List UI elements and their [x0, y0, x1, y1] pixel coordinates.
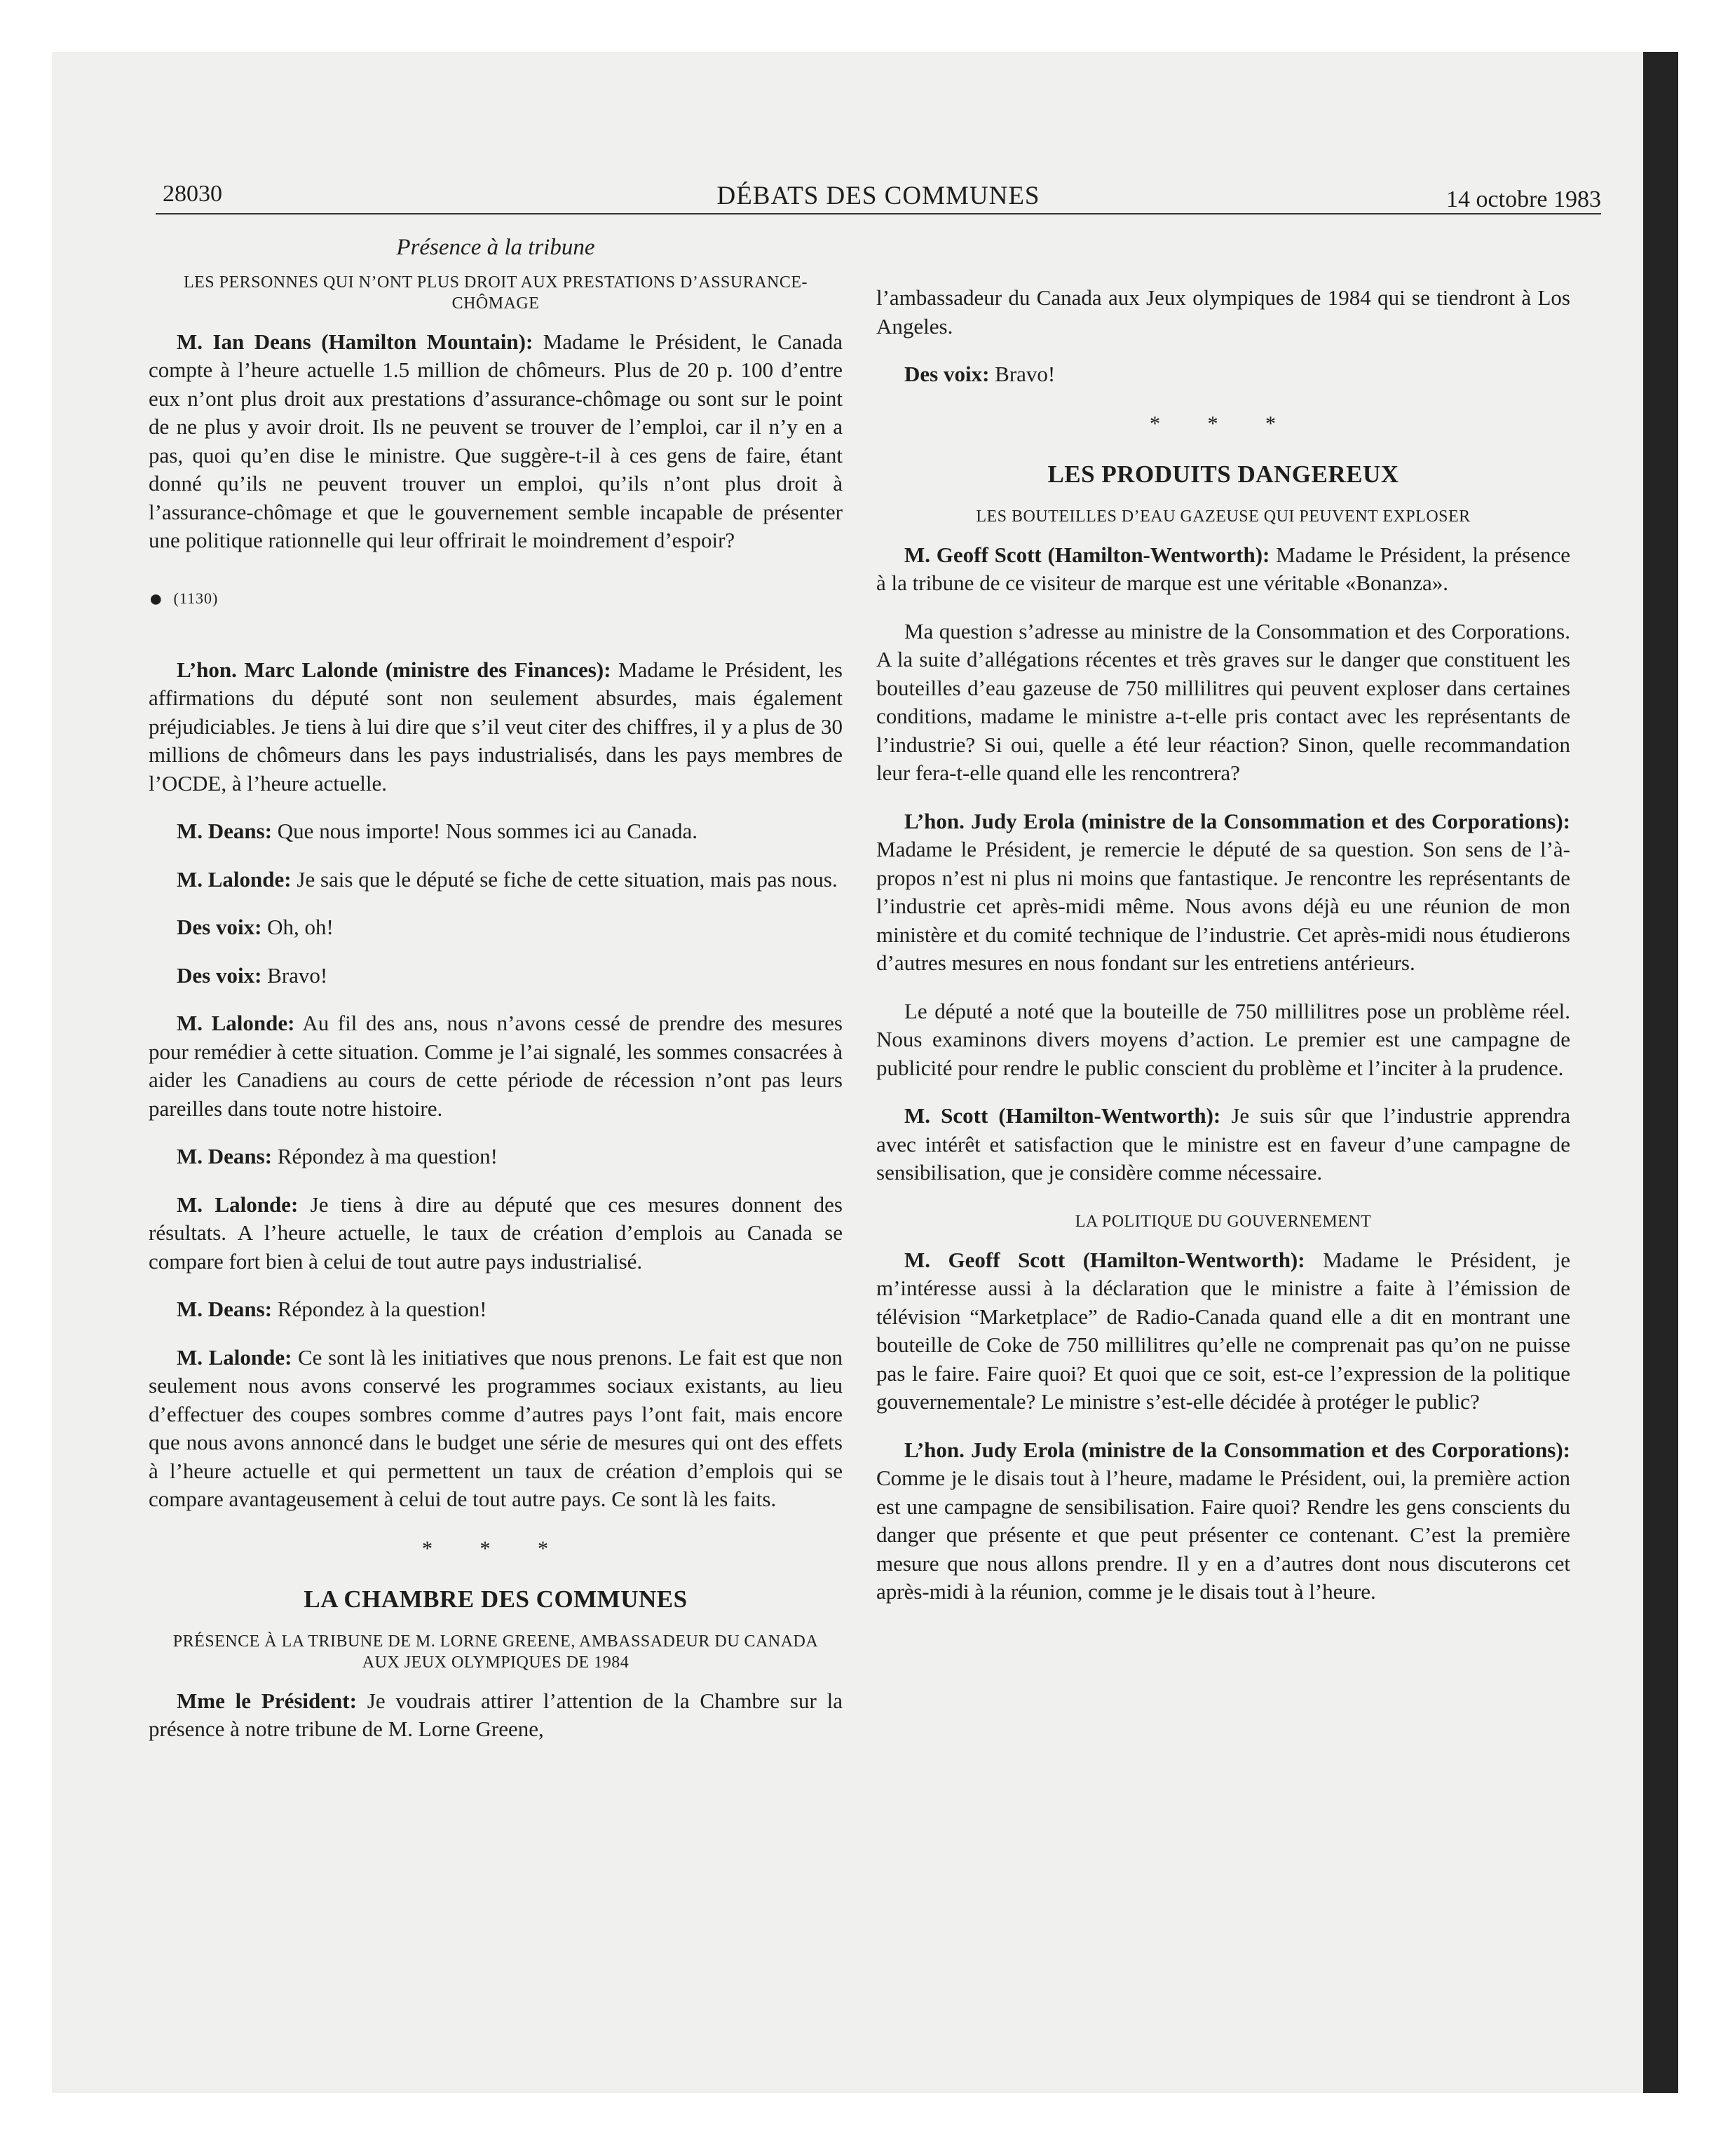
paragraph: [149, 817, 843, 846]
speech: Ce sont là les initiatives que nous prenons. Le fait est que non seulement nous avons conservé les programmes sociaux existants, au lieu d’effectuer des coupes sombres comme d’autres pays l’ont fait, mais encore que nous avons annoncé dans le budget une série de mesures qui ont des effets à l’heure actuelle et qui permettent un taux de création d’emplois qui se compare avantageusement à celui de tout autre pays. Ce sont là les faits.: [149, 1344, 843, 1512]
speaker: L’hon. Marc Lalonde (ministre des Finances):: [177, 657, 611, 682]
speaker: M. Deans:: [177, 819, 273, 844]
speech: Au fil des ans, nous n’avons cessé de prendre des mesures pour remédier à cette situation. Comme je l’ai signalé, les sommes consacrées à aider les Canadiens au cours de cette période de récession n’ont pas leurs pareilles dans toute notre histoire.: [149, 1011, 843, 1121]
section-heading: LES PRODUITS DANGEREUX: [1047, 460, 1399, 488]
paragraph: [876, 1246, 1570, 1417]
speaker: Des voix:: [904, 362, 990, 386]
speaker: M. Scott (Hamilton-Wentworth):: [904, 1103, 1221, 1128]
speaker: Des voix:: [177, 962, 262, 988]
speech: Je suis sûr que l’industrie apprendra avec intérêt et satisfaction que le ministre est en faveur d’une campagne de sensibilisation, que je considère comme nécessaire.: [876, 1103, 1570, 1185]
speech: Ma question s’adresse au ministre de la Consommation et des Corporations. A la suite d’allégations récentes et très graves sur le danger que constituent les bouteilles d’eau gazeuse de 750 millilitres qui peuvent exploser dans certaines conditions, madame le ministre a-t-elle pris contact avec les représentants de l’industrie? Si oui, quelle a été leur réaction? Sinon, quelle recommandation leur fera-t-elle quand elle les rencontrera?: [876, 618, 1570, 785]
binding-edge: [1643, 52, 1678, 2093]
paragraph: [149, 1687, 843, 1744]
speech: Madame le Président, le Canada compte à l’heure actuelle 1.5 million de chômeurs. Plus de 20 p. 100 d’entre eux n’ont plus droit aux prestations d’assurance-chômage ou sont sur le point de ne plus y avoir droit. Ils ne peuvent se trouver de l’emploi, car il n’y en a pas, quoi qu’en dise le ministre. Que suggère-t-il à ces gens de faire, étant donné qu’ils ne peuvent trouver un emploi, qu’ils n’ont plus droit à l’assurance-chômage et que le gouvernement semble incapable de présenter une politique rationnelle qui leur offrirait le moindrement d’espoir?: [149, 329, 843, 552]
speaker: M. Lalonde:: [177, 1344, 292, 1370]
paragraph: [876, 1436, 1570, 1606]
speech: Comme je le disais tout à l’heure, madame le Président, oui, la première action est une campagne de sensibilisation. Faire quoi? Rendre les gens conscients du danger que présente et que peut présenter ce contenant. C’est la première mesure que nous allons prendre. Il y en a d’autres dont nous discuterons cet après-midi à la réunion, comme je le disais tout à l’heure.: [876, 1466, 1570, 1604]
speech: l’ambassadeur du Canada aux Jeux olympiques de 1984 qui se tiendront à Los Angeles.: [876, 285, 1570, 339]
speech: Je voudrais attirer l’attention de la Chambre sur la présence à notre tribune de M. Lorne Greene,: [149, 1688, 843, 1742]
speaker: M. Lalonde:: [177, 1192, 299, 1217]
speech: Madame le Président, les affirmations du député sont non seulement absurdes, mais également préjudiciables. Je tiens à lui dire que s’il veut citer des chiffres, il y a plus de 30 millions de chômeurs dans les pays industrialisés, dans les pays membres de l’OCDE, à l’heure actuelle.: [149, 657, 843, 796]
speech: Le député a noté que la bouteille de 750 millilitres pose un problème réel. Nous examinons divers moyens d’action. Le premier est une campagne de publicité pour rendre le public conscient du problème et l’inciter à la prudence.: [876, 998, 1570, 1080]
right-column: [876, 228, 1570, 1626]
speech: Répondez à la question!: [272, 1297, 487, 1322]
speaker: M. Geoff Scott (Hamilton-Wentworth):: [904, 542, 1270, 567]
paragraph: [149, 1344, 843, 1514]
speech: Bravo!: [261, 962, 328, 988]
paragraph: [149, 962, 843, 990]
page-number: 28030: [163, 181, 222, 207]
left-column: [149, 228, 843, 1763]
speech: Madame le Président, la présence à la tribune de ce visiteur de marque est une véritable «Bonanza».: [876, 542, 1570, 595]
speaker: L’hon. Judy Erola (ministre de la Consommation et des Corporations):: [904, 808, 1570, 833]
time-stamp: (1130): [173, 589, 219, 607]
paragraph: [876, 360, 1570, 389]
paragraph: [876, 541, 1570, 598]
paragraph: [149, 1009, 843, 1123]
time-marker: [149, 585, 843, 614]
paragraph: [149, 866, 843, 894]
paragraph: [149, 328, 843, 555]
paragraph: [149, 656, 843, 798]
issue-date: 14 octobre 1983: [1446, 186, 1601, 212]
subheading: LES BOUTEILLES D’EAU GAZEUSE QUI PEUVENT EXPLOSER: [976, 507, 1471, 526]
speech: Je tiens à dire au député que ces mesures donnent des résultats. A l’heure actuelle, le taux de création d’emplois au Canada se compare fort bien à celui de tout autre pays industrialisé.: [149, 1192, 843, 1274]
subheading: LA POLITIQUE DU GOUVERNEMENT: [1075, 1212, 1372, 1231]
speech: Madame le Président, je m’intéresse aussi à la déclaration que le ministre a faite à l’émission de télévision “Marketplace” de Radio-Canada quand elle a dit en montrant une bouteille de Coke de 750 millilitres qu’elle ne comprenait pas qu’on ne puisse pas le faire. Faire quoi? Et quoi que ce soit, est-ce l’expression de la politique gouvernementale? Le ministre s’est-elle décidée à protéger le public?: [876, 1247, 1570, 1414]
paragraph: [876, 807, 1570, 978]
section-separator: * * *: [422, 1536, 569, 1560]
paragraph: [876, 1102, 1570, 1187]
speaker: L’hon. Judy Erola (ministre de la Consommation et des Corporations):: [904, 1437, 1570, 1462]
speaker: M. Ian Deans (Hamilton Mountain):: [177, 329, 533, 354]
subheading: PRÉSENCE À LA TRIBUNE DE M. LORNE GREENE, AMBASSADEUR DU CANADA AUX JEUX OLYMPIQUES DE 1984: [172, 1632, 819, 1672]
publication-title: DÉBATS DES COMMUNES: [716, 182, 1040, 210]
speaker: M. Deans:: [177, 1297, 273, 1322]
section-title: Présence à la tribune: [396, 235, 595, 260]
paragraph: [876, 997, 1570, 1083]
speaker: M. Lalonde:: [177, 1011, 295, 1036]
speaker: M. Lalonde:: [177, 866, 292, 892]
paragraph: [149, 913, 843, 942]
speech: Répondez à ma question!: [272, 1144, 498, 1169]
subheading: LES PERSONNES QUI N’ONT PLUS DROIT AUX PRESTATIONS D’ASSURANCE-CHÔMAGE: [183, 273, 808, 313]
speech: Que nous importe! Nous sommes ici au Canada.: [272, 819, 698, 844]
paragraph: [876, 618, 1570, 788]
speech: Oh, oh!: [261, 915, 334, 940]
section-separator: * * *: [1150, 411, 1297, 435]
section-heading: LA CHAMBRE DES COMMUNES: [304, 1585, 688, 1613]
paragraph: [149, 1142, 843, 1171]
speech: Madame le Président, je remercie le député de sa question. Son sens de l’à-propos n’est ni plus ni moins que fantastique. Je rencontre les représentants de l’industrie cet après-midi même. Nous avons déjà eu une réunion de mon ministère et du comité technique de l’industrie. Cet après-midi nous étudierons d’autres mesures en nous fondant sur les entretiens antérieurs.: [876, 837, 1570, 975]
speaker: Mme le Président:: [177, 1688, 357, 1713]
paragraph: [876, 284, 1570, 341]
page-header: [156, 178, 1601, 214]
speaker: M. Deans:: [177, 1144, 273, 1169]
speech: Je sais que le député se fiche de cette situation, mais pas nous.: [291, 866, 838, 892]
paragraph: [149, 1295, 843, 1324]
speaker: Des voix:: [177, 915, 262, 940]
paragraph: [149, 1191, 843, 1276]
speaker: M. Geoff Scott (Hamilton-Wentworth):: [904, 1247, 1305, 1272]
bullet-icon: ●: [149, 586, 164, 613]
speech: Bravo!: [989, 362, 1056, 386]
